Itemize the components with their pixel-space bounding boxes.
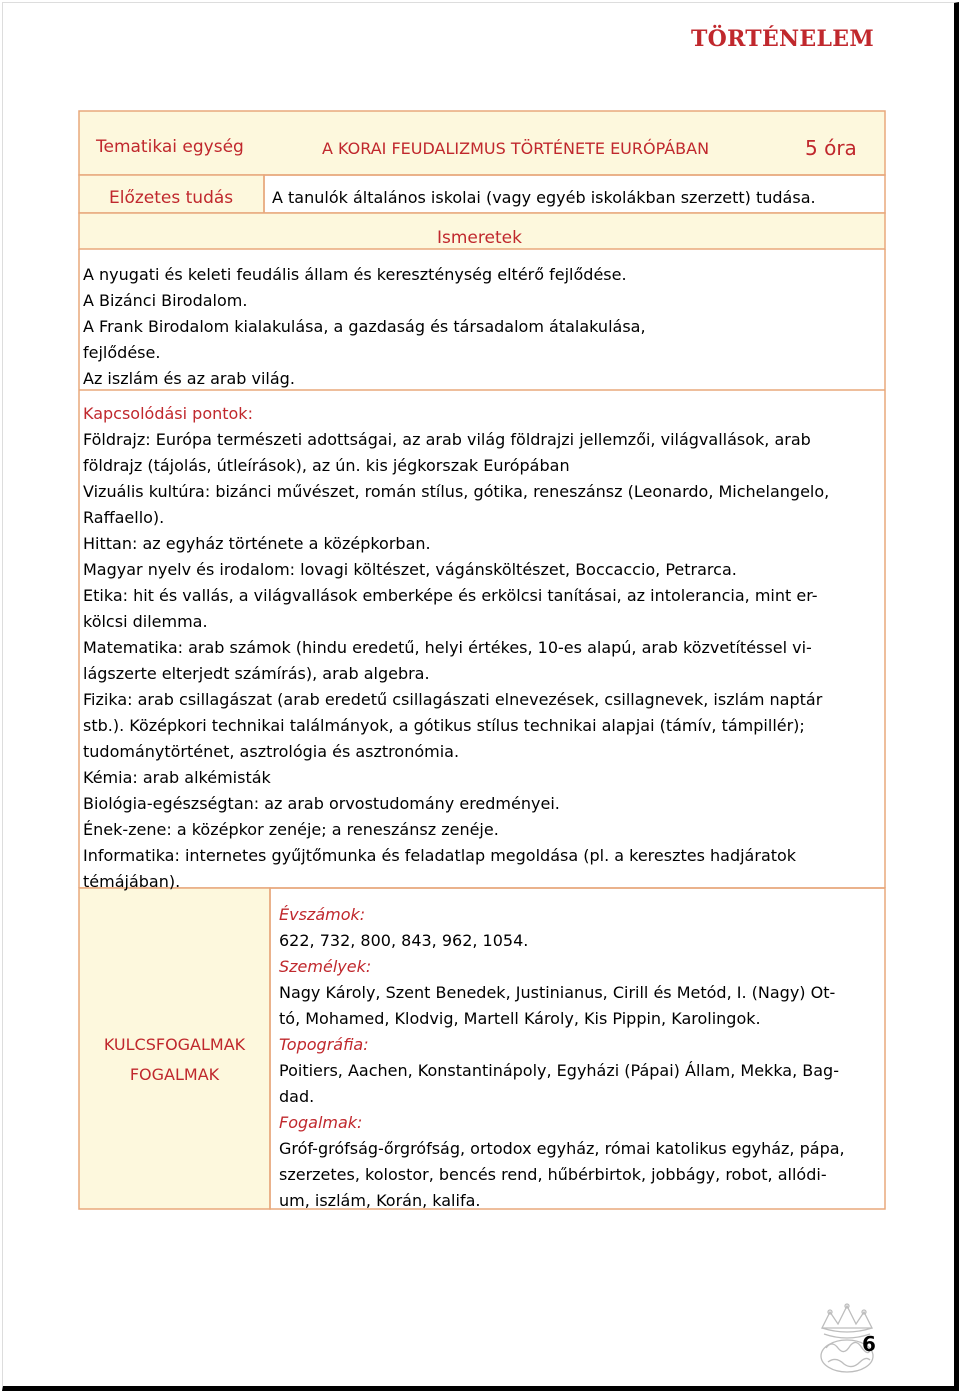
topografia-label: Topográfia:	[279, 1035, 369, 1054]
list-item: Matematika: arab számok (hindu eredetű, helyi értékes, 10-es alapú, arab közvetítéssel vi-	[83, 638, 812, 657]
list-item: Poitiers, Aachen, Konstantinápoly, Egyházi (Pápai) Állam, Mekka, Bag-	[279, 1061, 839, 1080]
list-item: A nyugati és keleti feudális állam és kereszténység eltérő fejlődése.	[83, 265, 627, 284]
list-item: Földrajz: Európa természeti adottságai, az arab világ földrajzi jellemzői, világvallások, arab	[83, 430, 811, 449]
kulcsfogalmak-label-line-2: FOGALMAK	[129, 1065, 220, 1084]
list-item: földrajz (tájolás, útleírások), az ún. kis jégkorszak Európában	[83, 456, 570, 475]
list-item: Biológia-egészségtan: az arab orvostudomány eredményei.	[83, 794, 560, 813]
list-item: Vizuális kultúra: bizánci művészet, román stílus, gótika, reneszánsz (Leonardo, Michelangelo,	[83, 482, 830, 501]
hours-badge: 5 óra	[805, 136, 857, 160]
kulcsfogalmak-label-line-1: KULCSFOGALMAK	[103, 1035, 246, 1054]
list-item: Ének-zene: a középkor zenéje; a reneszánsz zenéje.	[83, 820, 499, 839]
list-item: Nagy Károly, Szent Benedek, Justinianus, Cirill és Metód, I. (Nagy) Ot-	[279, 983, 836, 1002]
evszamok-value: 622, 732, 800, 843, 962, 1054.	[279, 931, 529, 950]
list-item: kölcsi dilemma.	[83, 612, 208, 631]
list-item: um, iszlám, Korán, kalifa.	[279, 1191, 481, 1210]
list-item: dad.	[279, 1087, 315, 1106]
list-item: fejlődése.	[83, 343, 161, 362]
subject-title: TÖRTÉNELEM	[690, 26, 874, 52]
kulcsfogalmak-label	[79, 1030, 270, 1090]
list-item: Informatika: internetes gyűjtőmunka és feladatlap megoldása (pl. a keresztes hadjáratok	[83, 846, 797, 865]
list-item: Magyar nyelv és irodalom: lovagi költészet, vágánsköltészet, Boccaccio, Petrarca.	[83, 560, 737, 579]
list-item: Raffaello).	[83, 508, 165, 527]
szemelyek-label: Személyek:	[279, 957, 372, 976]
fogalmak-label: Fogalmak:	[279, 1113, 363, 1132]
elozetes-tudas-text: A tanulók általános iskolai (vagy egyéb iskolákban szerzett) tudása.	[272, 188, 816, 207]
list-item: Kémia: arab alkémisták	[83, 768, 271, 787]
list-item: Az iszlám és az arab világ.	[83, 369, 295, 388]
ismeretek-list	[83, 262, 646, 392]
evszamok-label: Évszámok:	[279, 905, 366, 924]
list-item: témájában).	[83, 872, 181, 891]
elozetes-tudas-label: Előzetes tudás	[109, 188, 234, 208]
list-item: stb.). Középkori technikai találmányok, a gótikus stílus technikai alapjai (támív, támpillér);	[83, 716, 805, 735]
kapcsolodasi-label: Kapcsolódási pontok:	[83, 404, 253, 423]
unit-title: A KORAI FEUDALIZMUS TÖRTÉNETE EURÓPÁBAN	[322, 139, 710, 158]
list-item: A Frank Birodalom kialakulása, a gazdaság és társadalom átalakulása,	[83, 317, 646, 336]
page-number: 6	[862, 1332, 876, 1356]
list-item: A Bizánci Birodalom.	[83, 291, 248, 310]
list-item: Fizika: arab csillagászat (arab eredetű csillagászati elnevezések, csillagnevek, iszlám naptár	[83, 690, 823, 709]
kapcsolodasi-pontok	[83, 401, 829, 895]
list-item: Etika: hit és vallás, a világvallások emberképe és erkölcsi tanításai, az intolerancia, mint er-	[83, 586, 818, 605]
list-item: tudománytörténet, asztrológia és asztronómia.	[83, 742, 460, 761]
tematikai-egyseg-label: Tematikai egység	[96, 137, 244, 157]
ismeretek-label: Ismeretek	[437, 228, 522, 248]
list-item: Gróf-grófság-őrgrófság, ortodox egyház, római katolikus egyház, pápa,	[279, 1139, 845, 1158]
list-item: szerzetes, kolostor, bencés rend, hűbérbirtok, jobbágy, robot, allódi-	[279, 1165, 827, 1184]
list-item: Hittan: az egyház története a középkorban.	[83, 534, 431, 553]
list-item: lágszerte elterjedt számírás), arab algebra.	[83, 664, 430, 683]
list-item: tó, Mohamed, Klodvig, Martell Károly, Kis Pippin, Karolingok.	[279, 1009, 761, 1028]
kulcsfogalmak-content	[279, 902, 845, 1214]
